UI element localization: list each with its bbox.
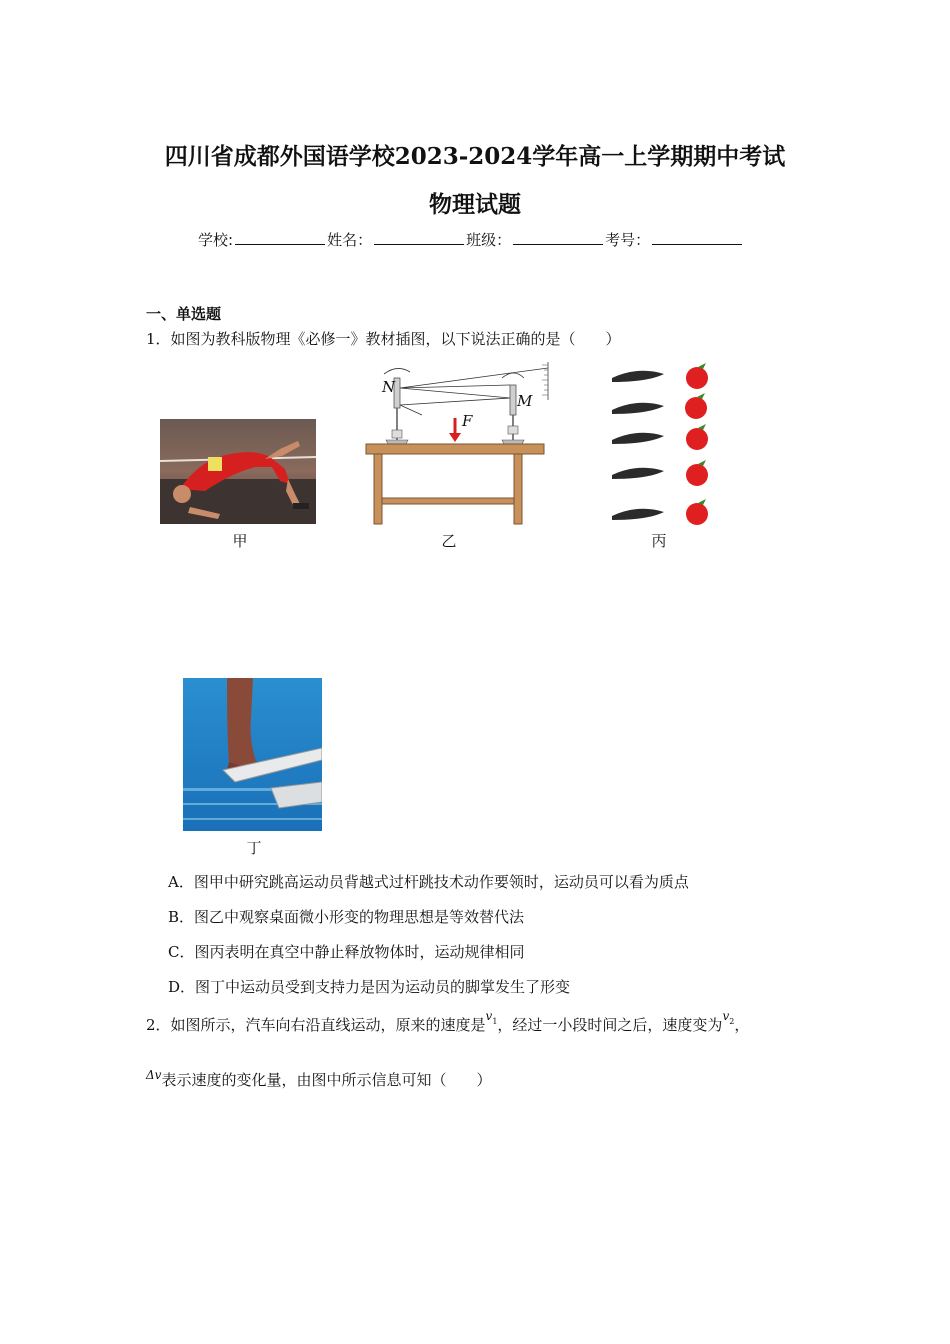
name-label: 姓名： xyxy=(327,231,373,249)
q2-part1: 2．如图所示，汽车向右沿直线运动，原来的速度是 xyxy=(146,1016,486,1034)
question-2-stem-line1 xyxy=(146,1009,750,1035)
question-1-stem: 1．如图为教科版物理《必修一》教材插图，以下说法正确的是（ ） xyxy=(146,330,621,348)
number-blank[interactable] xyxy=(652,231,742,245)
q2-v2-sub: 2 xyxy=(729,1017,735,1026)
figure-jia-high-jump-photo xyxy=(160,419,316,524)
question-2-stem-line2 xyxy=(146,1069,491,1090)
option-b[interactable]: B．图乙中观察桌面微小形变的物理思想是等效替代法 xyxy=(168,908,525,926)
option-c[interactable]: C．图丙表明在真空中静止释放物体时，运动规律相同 xyxy=(168,943,525,961)
q2-v1-sub: 1 xyxy=(492,1017,498,1026)
q2-delta-v: Δv xyxy=(146,1068,162,1082)
class-label: 班级： xyxy=(466,231,512,249)
mirror-n-label: N xyxy=(382,378,396,396)
option-a[interactable]: A．图甲中研究跳高运动员背越式过杆跳技术动作要领时，运动员可以看为质点 xyxy=(168,873,689,891)
section-heading: 一、单选题 xyxy=(146,305,222,323)
q2-v1: v xyxy=(485,1009,493,1023)
number-label: 考号： xyxy=(605,231,651,249)
school-label: 学校: xyxy=(198,231,234,249)
q2-v2: v xyxy=(722,1009,730,1023)
force-f-label: F xyxy=(462,412,473,430)
class-blank[interactable] xyxy=(513,231,603,245)
figure-yi-label: 乙 xyxy=(441,532,457,550)
student-info-line xyxy=(198,229,744,250)
figure-bing-feathers-apples xyxy=(608,360,714,528)
option-d[interactable]: D．图丁中运动员受到支持力是因为运动员的脚掌发生了形变 xyxy=(168,978,571,996)
q2-part4: 表示速度的变化量，由图中所示信息可知（ ） xyxy=(161,1071,492,1089)
document-subtitle: 物理试题 xyxy=(429,191,521,218)
figure-jia-label: 甲 xyxy=(232,532,248,550)
document-title: 四川省成都外国语学校2023-2024学年高一上学期期中考试 xyxy=(164,143,786,170)
figure-bing-label: 丙 xyxy=(651,532,667,550)
q2-part3: ， xyxy=(734,1016,750,1034)
figure-ding-label: 丁 xyxy=(246,839,262,857)
name-blank[interactable] xyxy=(374,231,464,245)
mirror-m-label: M xyxy=(517,392,533,410)
school-blank[interactable] xyxy=(235,231,325,245)
q2-part2: ，经过一小段时间之后，速度变为 xyxy=(497,1016,723,1034)
figure-ding-diving-board-photo xyxy=(183,678,322,831)
